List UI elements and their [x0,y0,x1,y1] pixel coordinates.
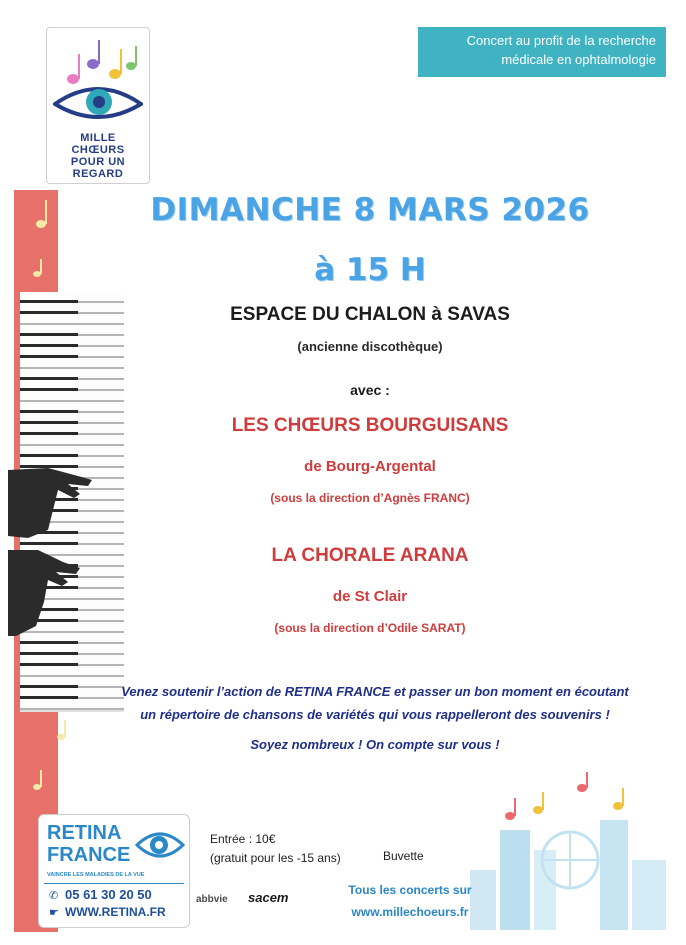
event-time: à 15 H [314,252,426,288]
choir-origin: de Bourg-Argental [304,458,436,475]
choir-direction: (sous la direction d’Agnès FRANC) [270,491,470,505]
retina-phone: 05 61 30 20 50 [65,887,152,902]
retina-name-line: FRANCE [47,844,131,866]
piano-key [20,358,124,369]
music-note-icon [30,190,60,240]
with-label: avec : [350,382,390,398]
eye-notes-icon [53,34,143,129]
pricing [210,830,341,868]
invitation-text [95,680,655,726]
venue-note: (ancienne discothèque) [297,339,443,354]
divider [44,883,184,884]
choir-name: LES CHŒURS BOURGUISANS [231,415,509,436]
invitation-line: un répertoire de chansons de variétés qui vous rappelleront des souvenirs ! [140,707,610,722]
music-note-icon [30,255,50,281]
piano-key [20,314,124,325]
cheer-text: Soyez nombreux ! On compte sur vous ! [250,737,500,752]
logo-line: MILLE [80,132,116,144]
city-skyline-illustration [470,770,670,930]
concerts-info [340,879,480,923]
venue-title: ESPACE DU CHALON à SAVAS [230,304,510,325]
music-note-icon [52,715,76,745]
retina-tagline: VAINCRE LES MALADIES DE LA VUE [47,872,145,878]
piano-key [20,391,124,402]
logo-line: CHŒURS [71,144,125,156]
piano-key [20,435,124,446]
bar-label: Buvette [383,849,424,863]
music-note-icon [28,765,52,795]
sacem-logo: sacem [248,890,289,905]
choir-origin: de St Clair [332,588,408,605]
logo-line: REGARD [72,168,124,180]
mouse-icon: ☛ [49,907,59,919]
invitation-line: Venez soutenir l’action de RETINA FRANCE et passer un bon moment en écoutant [121,684,629,699]
retina-name [47,822,130,866]
concerts-url[interactable]: www.millechoeurs.fr [351,905,469,919]
phone-icon: ✆ [49,890,59,902]
banner-line: Concert au profit de la recherche [466,33,656,48]
abbvie-logo: abbvie [196,894,228,905]
event-date: DIMANCHE 8 MARS 2026 [150,192,590,228]
banner-line: médicale en ophtalmologie [501,52,656,67]
logo-line: POUR UN [70,156,126,168]
free-note: (gratuit pour les -15 ans) [210,851,341,865]
retina-france-logo [38,814,190,928]
eye-icon [135,823,185,867]
mille-choeurs-logo [46,27,150,184]
entry-price: Entrée : 10€ [210,832,276,846]
choir-direction: (sous la direction d’Odile SARAT) [274,621,466,635]
piano-key [20,666,124,677]
logo-text [47,132,149,180]
retina-name-line: RETINA [47,822,122,844]
choir-name: LA CHORALE ARANA [271,545,469,566]
research-banner [418,27,666,77]
piano-hands-illustration [8,450,108,640]
retina-url: WWW.RETINA.FR [65,905,166,919]
concerts-label: Tous les concerts sur [348,883,472,897]
